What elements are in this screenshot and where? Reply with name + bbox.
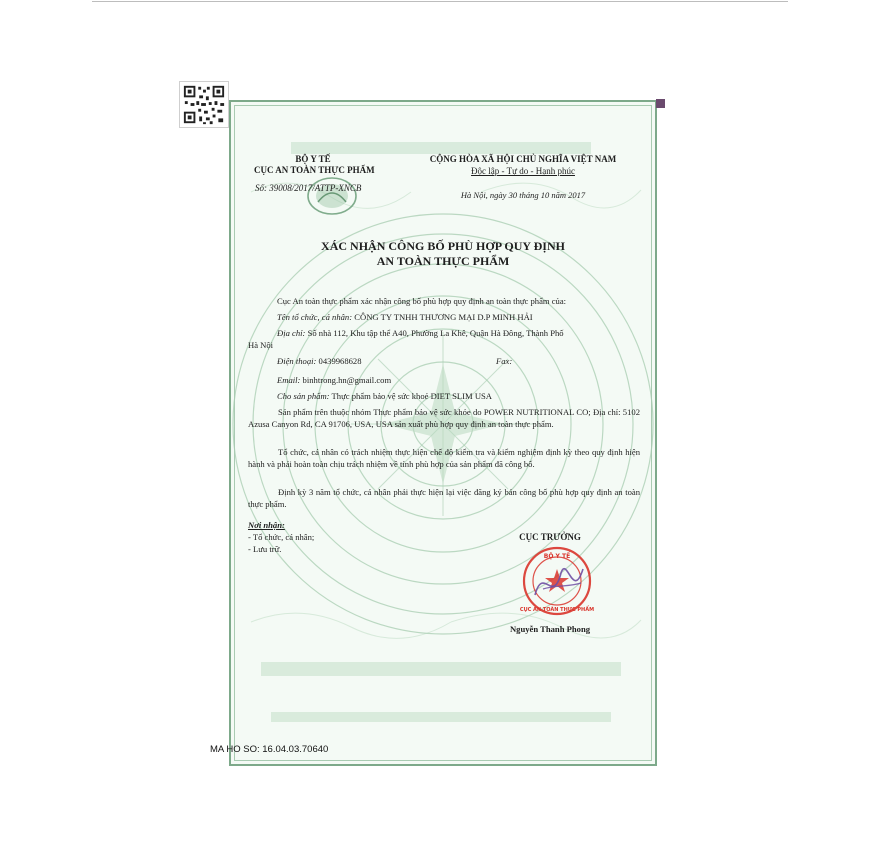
red-seal-icon [513, 545, 601, 617]
product-row [277, 391, 492, 402]
recipient-item: - Lưu trữ. [248, 544, 282, 554]
phone-value: 0439968628 [318, 356, 362, 366]
seal-bottom-text: CỤC AN TOÀN THỰC PHẨM [519, 607, 595, 613]
record-code: MA HO SO: 16.04.03.70640 [210, 744, 329, 755]
certificate-title-line-2: AN TOÀN THỰC PHẨM [376, 254, 510, 268]
certificate-title-line-1: XÁC NHẬN CÔNG BỐ PHÙ HỢP QUY ĐỊNH [321, 239, 565, 253]
seal-top-text: BỘ Y TẾ [543, 553, 571, 560]
address-value-1: Số nhà 112, Khu tập thể A40, Phường La Khê, Quận Hà Đông, Thành Phố [307, 328, 564, 338]
organization-value: CÔNG TY TNHH THƯƠNG MẠI D.P MINH HẢI [354, 312, 533, 322]
signer-title: CỤC TRƯỞNG [519, 532, 581, 542]
email-value: binhtrong.hn@gmail.com [302, 375, 392, 385]
ministry-name: BỘ Y TẾ [295, 154, 331, 164]
phone-row [277, 356, 362, 367]
intro-line: Cục An toàn thực phẩm xác nhận công bố phù hợp quy định an toàn thực phẩm của: [277, 296, 567, 306]
paragraph-responsibility: Tổ chức, cá nhân có trách nhiệm thực hiện chế độ kiểm tra và kiểm nghiệm định kỳ theo quy định hiện hành và phải hoàn toàn chịu trách nhiệm về tính phù hợp của sản phẩm đã công bố. [248, 447, 640, 469]
certificate-inner-frame [234, 105, 652, 761]
organization-label: Tên tổ chức, cá nhân: [277, 312, 353, 322]
recipients-title: Nơi nhận: [248, 520, 285, 530]
qr-code-icon [179, 81, 229, 128]
signer-name: Nguyễn Thanh Phong [509, 624, 591, 634]
national-motto: Độc lập - Tự do - Hạnh phúc [471, 166, 575, 176]
paragraph-manufacturer: Sản phẩm trên thuộc nhóm Thực phẩm bảo vệ sức khỏe do POWER NUTRITIONAL CO; Địa chỉ: 5102 Azusa Canyon Rd, CA 91706, USA, USA sản xuất phù hợp quy định an toàn thực phẩm. [248, 407, 640, 429]
phone-label: Điện thoại: [277, 356, 317, 366]
product-value: Thực phẩm bảo vệ sức khoẻ DIET SLIM USA [331, 391, 493, 401]
email-row [277, 375, 391, 386]
document-number: Số: 39008/2017/ATTP-XNCB [255, 183, 362, 193]
republic-heading: CỘNG HÒA XÃ HỘI CHỦ NGHĨA VIỆT NAM [429, 154, 617, 164]
corner-mark [656, 99, 665, 108]
recipient-item: - Tổ chức, cá nhân; [248, 532, 315, 542]
address-row [277, 328, 564, 339]
email-label: Email: [277, 375, 301, 385]
issue-place-date: Hà Nội, ngày 30 tháng 10 năm 2017 [460, 190, 586, 200]
fax-label: Fax: [496, 356, 513, 366]
organization-row [277, 312, 533, 323]
agency-name: CỤC AN TOÀN THỰC PHẨM [254, 165, 375, 175]
product-label: Cho sản phẩm: [277, 391, 330, 401]
national-emblem-icon [306, 176, 358, 216]
address-value-2: Hà Nội [248, 340, 274, 350]
address-label: Địa chỉ: [277, 328, 306, 338]
top-divider [92, 1, 788, 2]
paragraph-renewal: Định kỳ 3 năm tổ chức, cá nhân phải thực hiện lại việc đăng ký bản công bố phù hợp quy định an toàn thực phẩm. [248, 487, 640, 509]
